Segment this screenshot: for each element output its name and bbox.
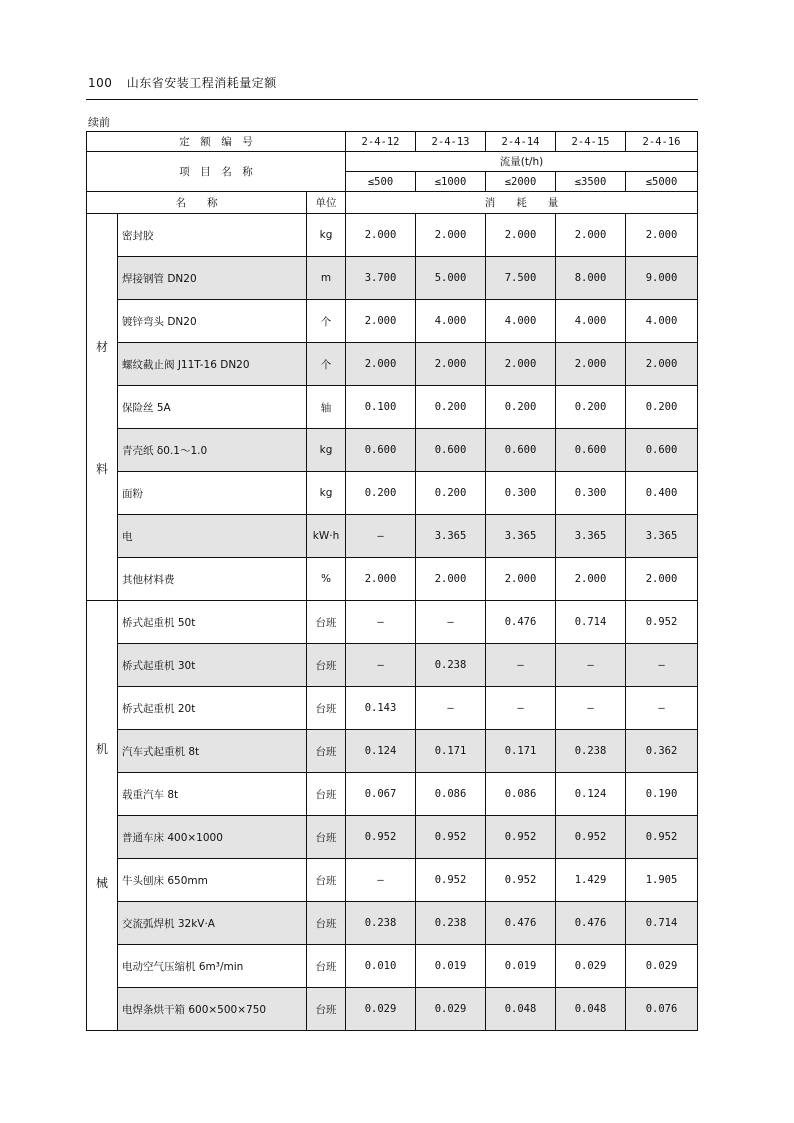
value-cell: 2.000 xyxy=(416,558,486,601)
item-name: 密封胶 xyxy=(118,214,307,257)
item-unit: 台班 xyxy=(307,644,346,687)
value-cell: 0.600 xyxy=(346,429,416,472)
value-cell: 0.476 xyxy=(486,601,556,644)
item-name: 电 xyxy=(118,515,307,558)
value-cell: 2.000 xyxy=(556,558,626,601)
value-cell: 0.019 xyxy=(416,945,486,988)
value-cell: 0.952 xyxy=(416,816,486,859)
value-cell: 0.714 xyxy=(556,601,626,644)
machinery-row xyxy=(87,773,698,816)
value-cell: 0.029 xyxy=(626,945,698,988)
item-name: 桥式起重机 30t xyxy=(118,644,307,687)
value-cell: 4.000 xyxy=(556,300,626,343)
value-cell: 5.000 xyxy=(416,257,486,300)
header-rule xyxy=(86,99,698,100)
item-name: 焊接钢管 DN20 xyxy=(118,257,307,300)
item-name: 电焊条烘干箱 600×500×750 xyxy=(118,988,307,1031)
item-unit: 台班 xyxy=(307,730,346,773)
machinery-row xyxy=(87,816,698,859)
value-cell: — xyxy=(346,859,416,902)
value-cell: 0.238 xyxy=(556,730,626,773)
value-cell: 4.000 xyxy=(416,300,486,343)
value-cell: — xyxy=(346,601,416,644)
value-cell: 2.000 xyxy=(486,214,556,257)
value-cell: 0.076 xyxy=(626,988,698,1031)
flow-label: 流量(t/h) xyxy=(346,152,698,172)
value-cell: 0.086 xyxy=(416,773,486,816)
item-unit: 台班 xyxy=(307,859,346,902)
materials-row xyxy=(87,429,698,472)
machinery-category xyxy=(87,601,118,1031)
value-cell: — xyxy=(626,687,698,730)
machinery-row xyxy=(87,644,698,687)
value-cell: 9.000 xyxy=(626,257,698,300)
item-unit: 个 xyxy=(307,343,346,386)
category-char: 料 xyxy=(95,461,108,476)
machinery-row xyxy=(87,601,698,644)
value-cell: 2.000 xyxy=(626,558,698,601)
value-cell: 3.365 xyxy=(416,515,486,558)
value-cell: — xyxy=(556,687,626,730)
item-name: 交流弧焊机 32kV·A xyxy=(118,902,307,945)
item-unit: 台班 xyxy=(307,687,346,730)
code-cell: 2-4-16 xyxy=(626,132,698,152)
materials-category xyxy=(87,214,118,601)
value-cell: 0.067 xyxy=(346,773,416,816)
code-label-cell xyxy=(87,132,346,152)
machinery-row xyxy=(87,859,698,902)
value-cell: 2.000 xyxy=(556,343,626,386)
value-cell: 0.143 xyxy=(346,687,416,730)
value-cell: 0.300 xyxy=(486,472,556,515)
page-number: 100 xyxy=(88,76,113,90)
item-name: 镀锌弯头 DN20 xyxy=(118,300,307,343)
value-cell: 2.000 xyxy=(626,214,698,257)
value-cell: 0.200 xyxy=(486,386,556,429)
machinery-row xyxy=(87,687,698,730)
project-label-cell xyxy=(87,152,346,192)
threshold-cell: ≤5000 xyxy=(626,172,698,192)
value-cell: — xyxy=(486,644,556,687)
item-unit: kg xyxy=(307,214,346,257)
value-cell: 0.476 xyxy=(486,902,556,945)
item-name: 载重汽车 8t xyxy=(118,773,307,816)
machinery-row xyxy=(87,902,698,945)
threshold-cell: ≤1000 xyxy=(416,172,486,192)
machinery-row xyxy=(87,988,698,1031)
value-cell: — xyxy=(556,644,626,687)
materials-row xyxy=(87,343,698,386)
value-cell: — xyxy=(416,601,486,644)
value-cell: 3.700 xyxy=(346,257,416,300)
value-cell: — xyxy=(486,687,556,730)
value-cell: 0.600 xyxy=(556,429,626,472)
value-cell: 0.714 xyxy=(626,902,698,945)
value-cell: 2.000 xyxy=(346,300,416,343)
value-cell: 0.238 xyxy=(416,644,486,687)
materials-row xyxy=(87,386,698,429)
value-cell: 0.171 xyxy=(486,730,556,773)
value-cell: 0.362 xyxy=(626,730,698,773)
item-name: 桥式起重机 20t xyxy=(118,687,307,730)
value-cell: 0.400 xyxy=(626,472,698,515)
value-cell: 0.086 xyxy=(486,773,556,816)
continued-label: 续前 xyxy=(88,116,110,129)
value-cell: 2.000 xyxy=(416,343,486,386)
value-cell: 0.200 xyxy=(416,472,486,515)
col-name-header: 名 称 xyxy=(87,192,307,214)
value-cell: 0.019 xyxy=(486,945,556,988)
value-cell: 0.124 xyxy=(346,730,416,773)
value-cell: 0.171 xyxy=(416,730,486,773)
item-name: 其他材料费 xyxy=(118,558,307,601)
value-cell: 3.365 xyxy=(626,515,698,558)
value-cell: 2.000 xyxy=(346,558,416,601)
value-cell: 2.000 xyxy=(346,214,416,257)
materials-row xyxy=(87,558,698,601)
value-cell: 2.000 xyxy=(346,343,416,386)
value-cell: 4.000 xyxy=(626,300,698,343)
value-cell: 1.429 xyxy=(556,859,626,902)
value-cell: 0.200 xyxy=(556,386,626,429)
value-cell: 0.048 xyxy=(486,988,556,1031)
threshold-cell: ≤3500 xyxy=(556,172,626,192)
value-cell: 2.000 xyxy=(486,343,556,386)
value-cell: 0.600 xyxy=(626,429,698,472)
code-cell: 2-4-13 xyxy=(416,132,486,152)
materials-row xyxy=(87,300,698,343)
col-unit-header: 单位 xyxy=(307,192,346,214)
value-cell: 2.000 xyxy=(556,214,626,257)
item-unit: 台班 xyxy=(307,945,346,988)
item-name: 电动空气压缩机 6m³/min xyxy=(118,945,307,988)
value-cell: 0.600 xyxy=(486,429,556,472)
page-header xyxy=(88,74,277,91)
item-name: 牛头刨床 650mm xyxy=(118,859,307,902)
value-cell: 0.238 xyxy=(346,902,416,945)
item-unit: % xyxy=(307,558,346,601)
code-cell: 2-4-14 xyxy=(486,132,556,152)
book-title: 山东省安装工程消耗量定额 xyxy=(126,76,277,90)
value-cell: 0.010 xyxy=(346,945,416,988)
value-cell: 0.029 xyxy=(556,945,626,988)
category-char: 材 xyxy=(95,339,108,354)
materials-row xyxy=(87,515,698,558)
value-cell: — xyxy=(346,515,416,558)
value-cell: — xyxy=(346,644,416,687)
code-cell: 2-4-15 xyxy=(556,132,626,152)
machinery-row xyxy=(87,730,698,773)
value-cell: 0.200 xyxy=(626,386,698,429)
materials-row xyxy=(87,214,698,257)
value-cell: 3.365 xyxy=(556,515,626,558)
value-cell: — xyxy=(626,644,698,687)
value-cell: 0.952 xyxy=(416,859,486,902)
item-unit: 台班 xyxy=(307,601,346,644)
item-unit: kW·h xyxy=(307,515,346,558)
item-unit: 轴 xyxy=(307,386,346,429)
value-cell: 0.029 xyxy=(416,988,486,1031)
value-cell: 0.952 xyxy=(346,816,416,859)
project-label: 项 目 名 称 xyxy=(179,166,253,178)
item-name: 桥式起重机 50t xyxy=(118,601,307,644)
item-unit: 台班 xyxy=(307,816,346,859)
value-cell: 0.952 xyxy=(626,601,698,644)
value-cell: 0.029 xyxy=(346,988,416,1031)
value-cell: 0.952 xyxy=(486,859,556,902)
item-unit: 个 xyxy=(307,300,346,343)
value-cell: 1.905 xyxy=(626,859,698,902)
category-char: 械 xyxy=(95,876,108,890)
value-cell: 4.000 xyxy=(486,300,556,343)
item-name: 螺纹截止阀 J11T-16 DN20 xyxy=(118,343,307,386)
value-cell: 8.000 xyxy=(556,257,626,300)
item-name: 青壳纸 δ0.1～1.0 xyxy=(118,429,307,472)
item-name: 保险丝 5A xyxy=(118,386,307,429)
item-unit: m xyxy=(307,257,346,300)
value-cell: 0.952 xyxy=(556,816,626,859)
value-cell: 0.952 xyxy=(626,816,698,859)
value-cell: 0.200 xyxy=(346,472,416,515)
value-cell: — xyxy=(416,687,486,730)
value-cell: 0.476 xyxy=(556,902,626,945)
threshold-cell: ≤2000 xyxy=(486,172,556,192)
quota-table xyxy=(86,131,698,1031)
item-unit: 台班 xyxy=(307,773,346,816)
value-cell: 0.100 xyxy=(346,386,416,429)
item-unit: kg xyxy=(307,429,346,472)
item-name: 面粉 xyxy=(118,472,307,515)
code-cell: 2-4-12 xyxy=(346,132,416,152)
item-name: 普通车床 400×1000 xyxy=(118,816,307,859)
value-cell: 0.300 xyxy=(556,472,626,515)
threshold-cell: ≤500 xyxy=(346,172,416,192)
item-unit: kg xyxy=(307,472,346,515)
value-cell: 0.048 xyxy=(556,988,626,1031)
value-cell: 0.124 xyxy=(556,773,626,816)
value-cell: 0.238 xyxy=(416,902,486,945)
item-unit: 台班 xyxy=(307,988,346,1031)
value-cell: 2.000 xyxy=(416,214,486,257)
machinery-row xyxy=(87,945,698,988)
value-cell: 0.190 xyxy=(626,773,698,816)
item-name: 汽车式起重机 8t xyxy=(118,730,307,773)
materials-row xyxy=(87,257,698,300)
value-cell: 3.365 xyxy=(486,515,556,558)
value-cell: 2.000 xyxy=(626,343,698,386)
value-cell: 0.952 xyxy=(486,816,556,859)
value-cell: 0.200 xyxy=(416,386,486,429)
item-unit: 台班 xyxy=(307,902,346,945)
materials-row xyxy=(87,472,698,515)
value-cell: 2.000 xyxy=(486,558,556,601)
category-char: 机 xyxy=(95,742,108,756)
value-cell: 0.600 xyxy=(416,429,486,472)
consumption-header: 消 耗 量 xyxy=(346,192,698,214)
value-cell: 7.500 xyxy=(486,257,556,300)
code-label: 定 额 编 号 xyxy=(179,136,253,148)
